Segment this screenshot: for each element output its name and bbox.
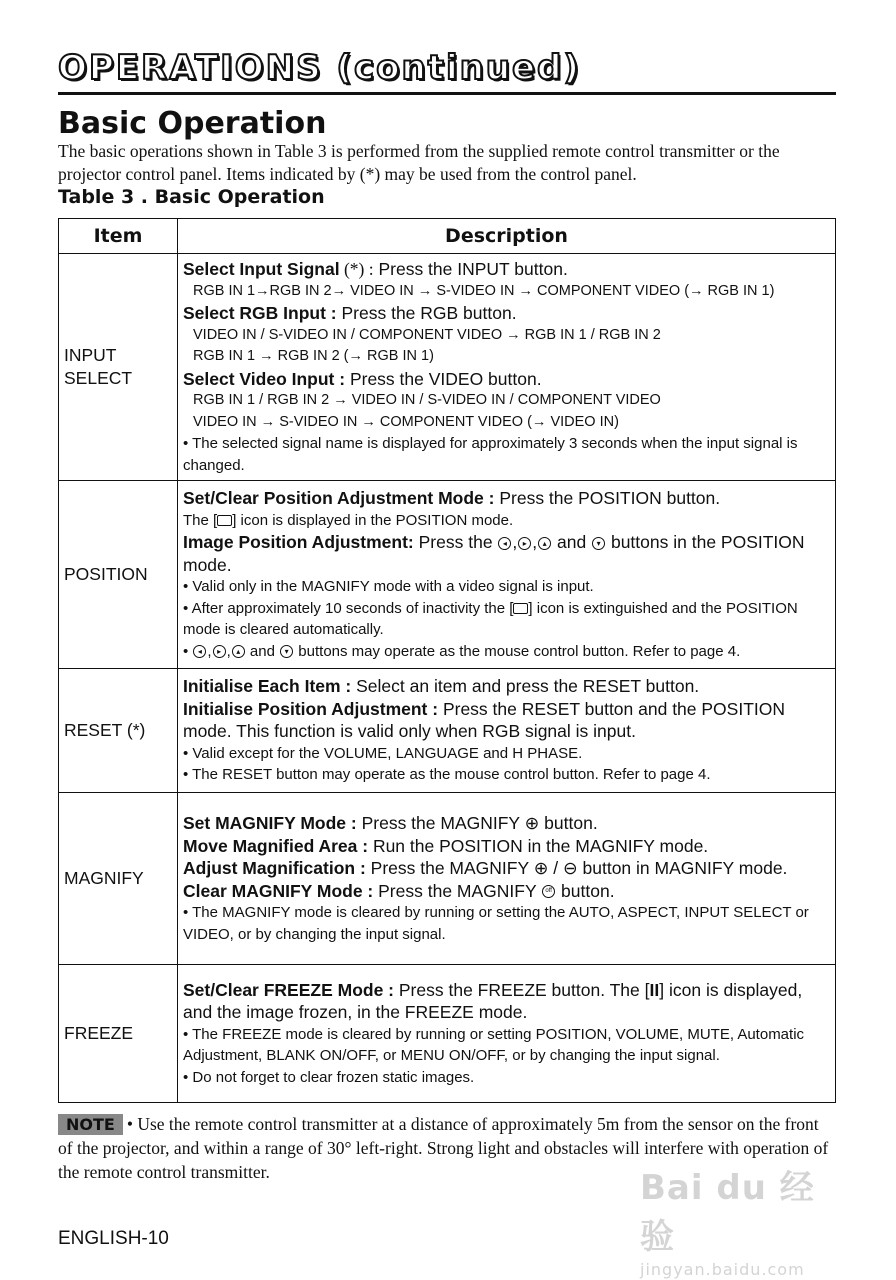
desc-line: Initialise Each Item : Select an item and press the RESET button.: [183, 676, 700, 697]
desc-note: • Valid only in the MAGNIFY mode with a video signal is input.: [183, 578, 594, 595]
item-cell-input-select: [59, 254, 178, 481]
table-row-reset: [59, 669, 836, 793]
item-cell-reset: RESET (*): [59, 669, 178, 793]
table-caption: Table 3 . Basic Operation: [58, 186, 325, 208]
desc-line: Select Video Input : Press the VIDEO button.: [183, 368, 542, 389]
desc-line: Select RGB Input : Press the RGB button.: [183, 303, 517, 323]
desc-note: • The FREEZE mode is cleared by running or setting POSITION, VOLUME, MUTE, Automatic Adjustment, BLANK ON/OFF, or MENU ON/OFF, or by changing the input signal.: [183, 1025, 805, 1065]
table-row-position: [59, 481, 836, 669]
right-arrow-button-icon: ▸: [213, 645, 226, 658]
signal-sequence: RGB IN 1 → RGB IN 2 (→ RGB IN 1): [193, 348, 434, 364]
description-cell-freeze: [178, 965, 836, 1103]
basic-operation-table: [58, 218, 836, 1103]
left-arrow-button-icon: ◂: [193, 645, 206, 658]
desc-line: The [ ] icon is displayed in the POSITION mode.: [183, 511, 514, 529]
item-label: SELECT: [64, 368, 133, 388]
signal-sequence: RGB IN 1 / RGB IN 2 → VIDEO IN / S-VIDEO IN / COMPONENT VIDEO: [193, 392, 661, 408]
left-arrow-button-icon: ◂: [498, 537, 511, 550]
signal-sequence: RGB IN 1→RGB IN 2→ VIDEO IN → S-VIDEO IN → COMPONENT VIDEO (→ RGB IN 1): [193, 282, 775, 299]
desc-note: • The selected signal name is displayed for approximately 3 seconds when the input signal is changed.: [183, 435, 798, 474]
description-cell-input-select: [178, 254, 836, 481]
description-cell-magnify: [178, 793, 836, 965]
desc-line: Initialise Position Adjustment : Press the RESET button and the POSITION mode. This function is valid only when RGB signal is input.: [183, 698, 786, 742]
magnify-off-icon: off: [542, 885, 555, 898]
watermark: [640, 1160, 840, 1279]
header-title: OPERATIONS (continued): [58, 48, 581, 88]
desc-line: Select Input Signal (*) : Press the INPUT button.: [183, 259, 568, 279]
up-arrow-button-icon: ▴: [538, 537, 551, 550]
desc-line: Set/Clear FREEZE Mode : Press the FREEZE button. The [II] icon is displayed, and the image frozen, in the FREEZE mode.: [183, 979, 803, 1023]
table-header-row: [59, 219, 836, 254]
desc-note: • ◂ , ▸ , ▴ and ▾ buttons may operate as the mouse control button. Refer to page 4.: [183, 642, 741, 660]
item-cell-position: POSITION: [59, 481, 178, 669]
signal-sequence: VIDEO IN → S-VIDEO IN → COMPONENT VIDEO (→ VIDEO IN): [193, 413, 619, 430]
desc-note: • The MAGNIFY mode is cleared by running or setting the AUTO, ASPECT, INPUT SELECT or VIDEO, or by changing the input signal.: [183, 904, 809, 943]
magnify-plus-icon: ⊕: [524, 813, 540, 833]
desc-line: Image Position Adjustment: Press the ◂ , ▸ , ▴ and ▾ buttons in the POSITION mode.: [183, 532, 805, 575]
note-text: • Use the remote control transmitter at a distance of approximately 5m from the sensor on the front of the projector, and within a range of 30° left-right. Strong light and obstacles will interfere with operation of the remote control transmitter.: [58, 1114, 829, 1182]
desc-line: Set MAGNIFY Mode : Press the MAGNIFY ⊕ button.: [183, 813, 598, 833]
desc-note: • Valid except for the VOLUME, LANGUAGE and H PHASE.: [183, 744, 583, 762]
item-cell-freeze: FREEZE: [59, 965, 178, 1103]
down-arrow-button-icon: ▾: [592, 537, 605, 550]
desc-line: Adjust Magnification : Press the MAGNIFY ⊕ / ⊖ button in MAGNIFY mode.: [183, 858, 788, 878]
up-arrow-button-icon: ▴: [232, 645, 245, 658]
table-row-freeze: [59, 965, 836, 1103]
desc-note: • After approximately 10 seconds of inactivity the [ ] icon is extinguished and the POSITION mode is cleared automatically.: [183, 599, 798, 638]
magnify-plus-icon: ⊕: [533, 858, 549, 878]
table-row-magnify: [59, 793, 836, 965]
position-monitor-icon: [217, 515, 232, 526]
right-arrow-button-icon: ▸: [518, 537, 531, 550]
desc-line: Move Magnified Area : Run the POSITION in the MAGNIFY mode.: [183, 835, 709, 856]
watermark-logo: Bai du 经验: [640, 1168, 815, 1257]
description-cell-reset: [178, 669, 836, 793]
table-row-input-select: [59, 254, 836, 481]
freeze-pause-icon: II: [649, 979, 660, 1000]
desc-note: • The RESET button may operate as the mouse control button. Refer to page 4.: [183, 766, 711, 784]
item-cell-magnify: MAGNIFY: [59, 793, 178, 965]
note-badge: NOTE: [58, 1114, 123, 1135]
description-cell-position: [178, 481, 836, 669]
column-header-item: Item: [59, 219, 178, 254]
down-arrow-button-icon: ▾: [280, 645, 293, 658]
desc-line: Clear MAGNIFY Mode : Press the MAGNIFY off button.: [183, 880, 615, 901]
page-footer-label: ENGLISH-10: [58, 1228, 169, 1249]
signal-sequence: VIDEO IN / S-VIDEO IN / COMPONENT VIDEO → RGB IN 1 / RGB IN 2: [193, 326, 661, 343]
magnify-minus-icon: ⊖: [562, 858, 578, 878]
watermark-url: jingyan.baidu.com: [640, 1260, 805, 1279]
column-header-description: Description: [178, 219, 836, 254]
desc-note: • Do not forget to clear frozen static images.: [183, 1068, 475, 1086]
intro-paragraph: The basic operations shown in Table 3 is performed from the supplied remote control transmitter or the projector control panel. Items indicated by (*) may be used from the control panel.: [58, 141, 780, 184]
page-header: [58, 44, 836, 95]
section-title: Basic Operation: [58, 106, 327, 141]
item-label: INPUT: [64, 345, 117, 365]
desc-line: Set/Clear Position Adjustment Mode : Press the POSITION button.: [183, 488, 721, 508]
position-monitor-icon: [513, 603, 528, 614]
